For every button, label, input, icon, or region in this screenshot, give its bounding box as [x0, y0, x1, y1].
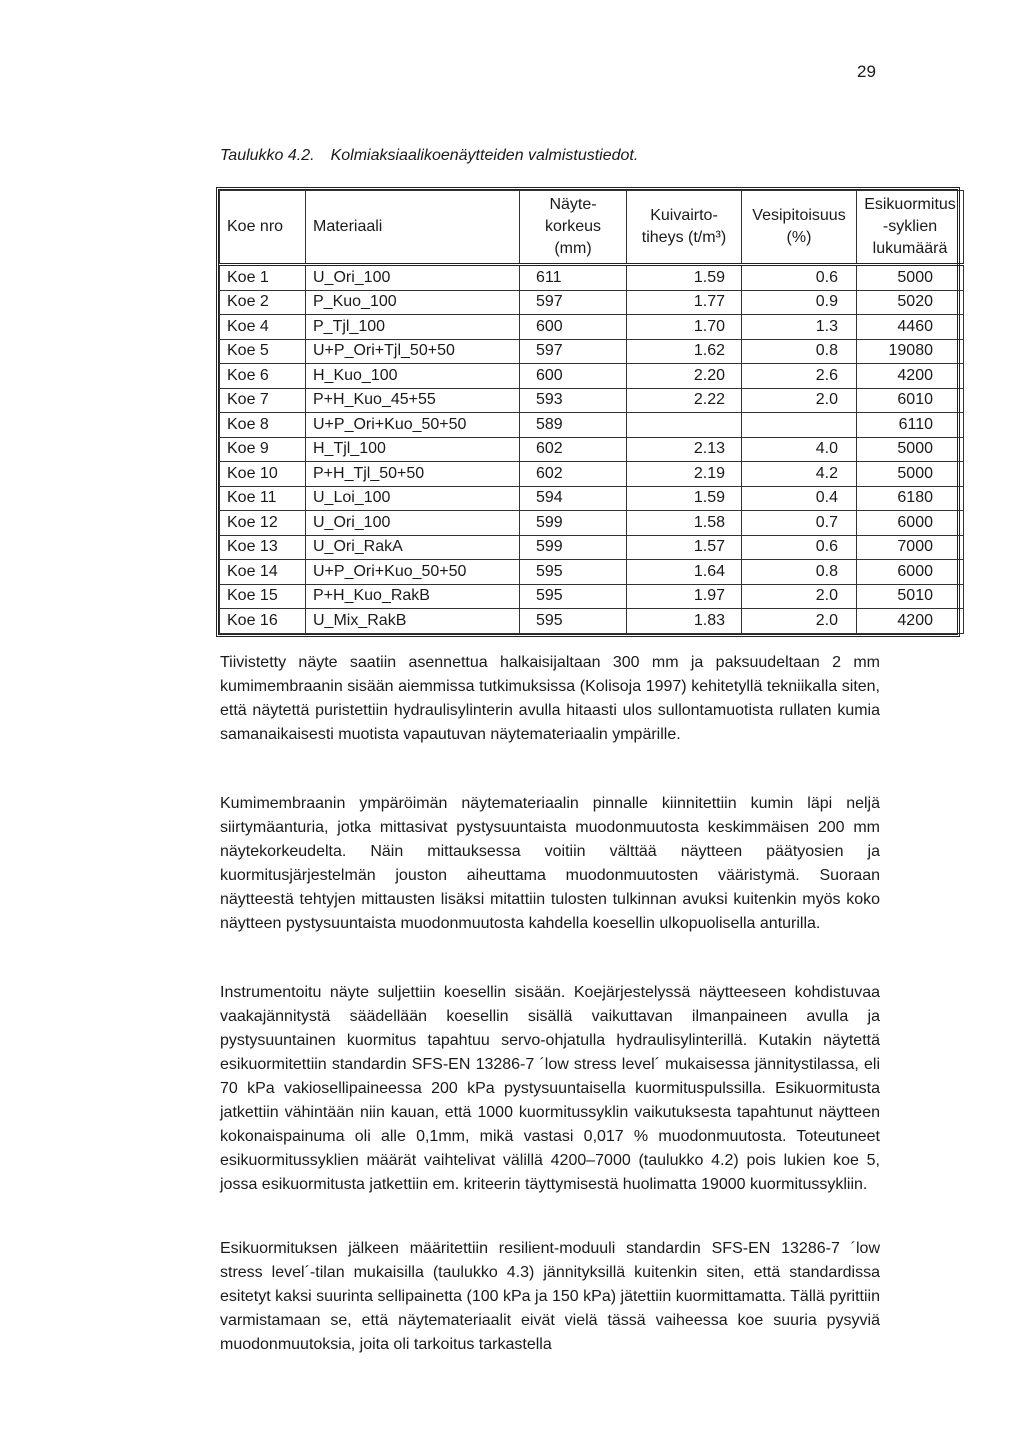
cell-test-number: Koe 1 — [220, 265, 306, 291]
table-row — [220, 560, 964, 585]
cell-dry-density: 1.83 — [627, 609, 742, 634]
cell-sample-height: 600 — [520, 364, 627, 389]
cell-material: P+H_Tjl_50+50 — [306, 462, 520, 487]
cell-water-content: 0.9 — [742, 290, 857, 315]
cell-dry-density: 1.59 — [627, 265, 742, 291]
page-number: 29 — [857, 62, 876, 81]
cell-material: H_Tjl_100 — [306, 437, 520, 462]
cell-sample-height: 600 — [520, 315, 627, 340]
cell-preload-cycles: 5020 — [857, 290, 964, 315]
cell-dry-density — [627, 413, 742, 438]
cell-water-content: 1.3 — [742, 315, 857, 340]
cell-water-content: 0.6 — [742, 535, 857, 560]
cell-dry-density: 1.57 — [627, 535, 742, 560]
cell-sample-height: 593 — [520, 388, 627, 413]
table-row — [220, 364, 964, 389]
cell-material: U_Mix_RakB — [306, 609, 520, 634]
cell-sample-height: 599 — [520, 535, 627, 560]
cell-dry-density: 2.22 — [627, 388, 742, 413]
paragraph-4: Esikuormituksen jälkeen määritettiin resilient-moduuli standardin SFS-EN 13286-7 ´low stress level´-tilan mukaisilla (taulukko 4.3) jännityksillä kuitenkin siten, että standardissa esitetyt kaksi suurinta sellipainetta (100 kPa ja 150 kPa) jätettiin kuormittamatta. Tällä pyrittiin varmistamaan se, että näytemateriaalit eivät vielä tässä vaiheessa koe suuria pysyviä muodonmuutoksia, joita oli tarkoitus tarkastella — [220, 1240, 880, 1353]
cell-preload-cycles: 4460 — [857, 315, 964, 340]
cell-water-content: 4.0 — [742, 437, 857, 462]
cell-material: U+P_Ori+Kuo_50+50 — [306, 413, 520, 438]
cell-dry-density: 1.59 — [627, 486, 742, 511]
cell-test-number: Koe 14 — [220, 560, 306, 585]
cell-preload-cycles: 5010 — [857, 584, 964, 609]
cell-dry-density: 1.70 — [627, 315, 742, 340]
cell-dry-density: 1.97 — [627, 584, 742, 609]
cell-preload-cycles: 4200 — [857, 609, 964, 634]
cell-test-number: Koe 5 — [220, 339, 306, 364]
table-row — [220, 584, 964, 609]
cell-water-content: 2.0 — [742, 388, 857, 413]
cell-sample-height: 595 — [520, 560, 627, 585]
paragraph-2: Kumimembraanin ympäröimän näytemateriaalin pinnalle kiinnitettiin kumin läpi neljä siirtymäanturia, jotka mittasivat pystysuuntaista muodonmuutosta keskimmäisen 200 mm näytekorkeudelta. Näin mittauksessa voitiin välttää näytteen päätyosien ja kuormitusjärjestelmän jouston aiheuttama muodonmuutosten vääristymä. Suoraan näytteestä tehtyjen mittausten lisäksi mitattiin tulosten tulkinnan avuksi kuitenkin myös koko näytteen pystysuuntaista muodonmuutosta kahdella koesellin ulkopuolisella anturilla. — [220, 795, 880, 932]
cell-test-number: Koe 11 — [220, 486, 306, 511]
cell-preload-cycles: 6000 — [857, 560, 964, 585]
table-row — [220, 486, 964, 511]
cell-material: U_Ori_100 — [306, 265, 520, 291]
paragraph-3: Instrumentoitu näyte suljettiin koesellin sisään. Koejärjestelyssä näytteeseen kohdistuvaa vaakajännitystä säädellään koesellin sisällä vaikuttavan ilmanpaineen avulla ja pystysuuntainen kuormitus tapahtuu servo-ohjatulla hydraulisylinterillä. Kutakin näytettä esikuormitettiin standardin SFS-EN 13286-7 ´low stress level´ mukaisessa jännitystilassa, eli 70 kPa vakiosellipaineessa 200 kPa pystysuuntaisella kuormituspulssilla. Esikuormitusta jatkettiin vähintään niin kauan, että 1000 kuormitussyklin vaikutuksesta tapahtunut näytteen kokonaispainuma oli alle 0,1mm, mikä vastasi 0,017 % muodonmuutosta. Toteutuneet esikuormitussyklien määrät vaihtelivat välillä 4200–7000 (taulukko 4.2) pois lukien koe 5, jossa esikuormitusta jatkettiin em. kriteerin täyttymisestä huolimatta 19000 kuormitussykliin. — [220, 984, 880, 1193]
cell-water-content: 0.4 — [742, 486, 857, 511]
cell-material: P_Kuo_100 — [306, 290, 520, 315]
cell-test-number: Koe 2 — [220, 290, 306, 315]
header-sample-height: Näyte-korkeus (mm) — [520, 191, 627, 265]
cell-dry-density: 1.58 — [627, 511, 742, 536]
cell-material: U+P_Ori+Kuo_50+50 — [306, 560, 520, 585]
cell-test-number: Koe 12 — [220, 511, 306, 536]
cell-test-number: Koe 4 — [220, 315, 306, 340]
cell-material: U_Loi_100 — [306, 486, 520, 511]
specimen-table — [219, 190, 964, 634]
table-caption — [220, 147, 638, 165]
table-row — [220, 462, 964, 487]
cell-sample-height: 597 — [520, 290, 627, 315]
table-row — [220, 388, 964, 413]
cell-sample-height: 599 — [520, 511, 627, 536]
cell-water-content: 0.6 — [742, 265, 857, 291]
cell-material: P+H_Kuo_RakB — [306, 584, 520, 609]
cell-preload-cycles: 7000 — [857, 535, 964, 560]
paragraph-1: Tiivistetty näyte saatiin asennettua halkaisijaltaan 300 mm ja paksuudeltaan 2 mm kumimembraanin sisään aiemmissa tutkimuksissa (Kolisoja 1997) kehitetyllä tekniikalla siten, että näytettä puristettiin hydraulisylinterin avulla hitaasti ulos sullontamuotista rullaten kumia samanaikaisesti muotista vapautuvan näytemateriaalin ympärille. — [220, 654, 880, 743]
cell-sample-height: 595 — [520, 584, 627, 609]
cell-sample-height: 589 — [520, 413, 627, 438]
cell-test-number: Koe 16 — [220, 609, 306, 634]
cell-dry-density: 1.77 — [627, 290, 742, 315]
table-header-row — [220, 191, 964, 265]
cell-material: P+H_Kuo_45+55 — [306, 388, 520, 413]
cell-dry-density: 1.62 — [627, 339, 742, 364]
table-row — [220, 609, 964, 634]
cell-material: U+P_Ori+Tjl_50+50 — [306, 339, 520, 364]
cell-preload-cycles: 5000 — [857, 437, 964, 462]
table-row — [220, 290, 964, 315]
cell-preload-cycles: 19080 — [857, 339, 964, 364]
cell-water-content: 2.6 — [742, 364, 857, 389]
cell-sample-height: 597 — [520, 339, 627, 364]
table-row — [220, 265, 964, 291]
table-row — [220, 511, 964, 536]
cell-water-content: 0.7 — [742, 511, 857, 536]
cell-sample-height: 602 — [520, 462, 627, 487]
cell-water-content: 2.0 — [742, 584, 857, 609]
header-water-content: Vesipitoisuus (%) — [742, 191, 857, 265]
cell-preload-cycles: 5000 — [857, 462, 964, 487]
cell-preload-cycles: 4200 — [857, 364, 964, 389]
table-row — [220, 315, 964, 340]
header-test-number: Koe nro — [220, 191, 306, 265]
cell-water-content: 4.2 — [742, 462, 857, 487]
cell-test-number: Koe 10 — [220, 462, 306, 487]
cell-material: U_Ori_RakA — [306, 535, 520, 560]
cell-sample-height: 595 — [520, 609, 627, 634]
data-table-frame — [216, 187, 960, 637]
cell-sample-height: 611 — [520, 265, 627, 291]
cell-preload-cycles: 6010 — [857, 388, 964, 413]
table-row — [220, 437, 964, 462]
cell-material: P_Tjl_100 — [306, 315, 520, 340]
table-row — [220, 339, 964, 364]
table-row — [220, 413, 964, 438]
table-row — [220, 535, 964, 560]
cell-dry-density: 2.20 — [627, 364, 742, 389]
cell-water-content: 0.8 — [742, 339, 857, 364]
cell-water-content: 2.0 — [742, 609, 857, 634]
cell-test-number: Koe 8 — [220, 413, 306, 438]
caption-label: Taulukko 4.2. — [220, 147, 315, 164]
header-material: Materiaali — [306, 191, 520, 265]
cell-test-number: Koe 9 — [220, 437, 306, 462]
cell-water-content — [742, 413, 857, 438]
cell-preload-cycles: 5000 — [857, 265, 964, 291]
cell-sample-height: 602 — [520, 437, 627, 462]
header-dry-density: Kuivairto-tiheys (t/m³) — [627, 191, 742, 265]
cell-material: H_Kuo_100 — [306, 364, 520, 389]
cell-preload-cycles: 6180 — [857, 486, 964, 511]
header-preload-cycles: Esikuormitus -syklien lukumäärä — [857, 191, 964, 265]
cell-test-number: Koe 6 — [220, 364, 306, 389]
cell-test-number: Koe 7 — [220, 388, 306, 413]
cell-dry-density: 2.13 — [627, 437, 742, 462]
cell-dry-density: 1.64 — [627, 560, 742, 585]
cell-preload-cycles: 6110 — [857, 413, 964, 438]
cell-test-number: Koe 15 — [220, 584, 306, 609]
cell-dry-density: 2.19 — [627, 462, 742, 487]
cell-material: U_Ori_100 — [306, 511, 520, 536]
cell-water-content: 0.8 — [742, 560, 857, 585]
cell-test-number: Koe 13 — [220, 535, 306, 560]
cell-sample-height: 594 — [520, 486, 627, 511]
cell-preload-cycles: 6000 — [857, 511, 964, 536]
caption-text: Kolmiaksiaalikoenäytteiden valmistustiedot. — [330, 147, 639, 164]
